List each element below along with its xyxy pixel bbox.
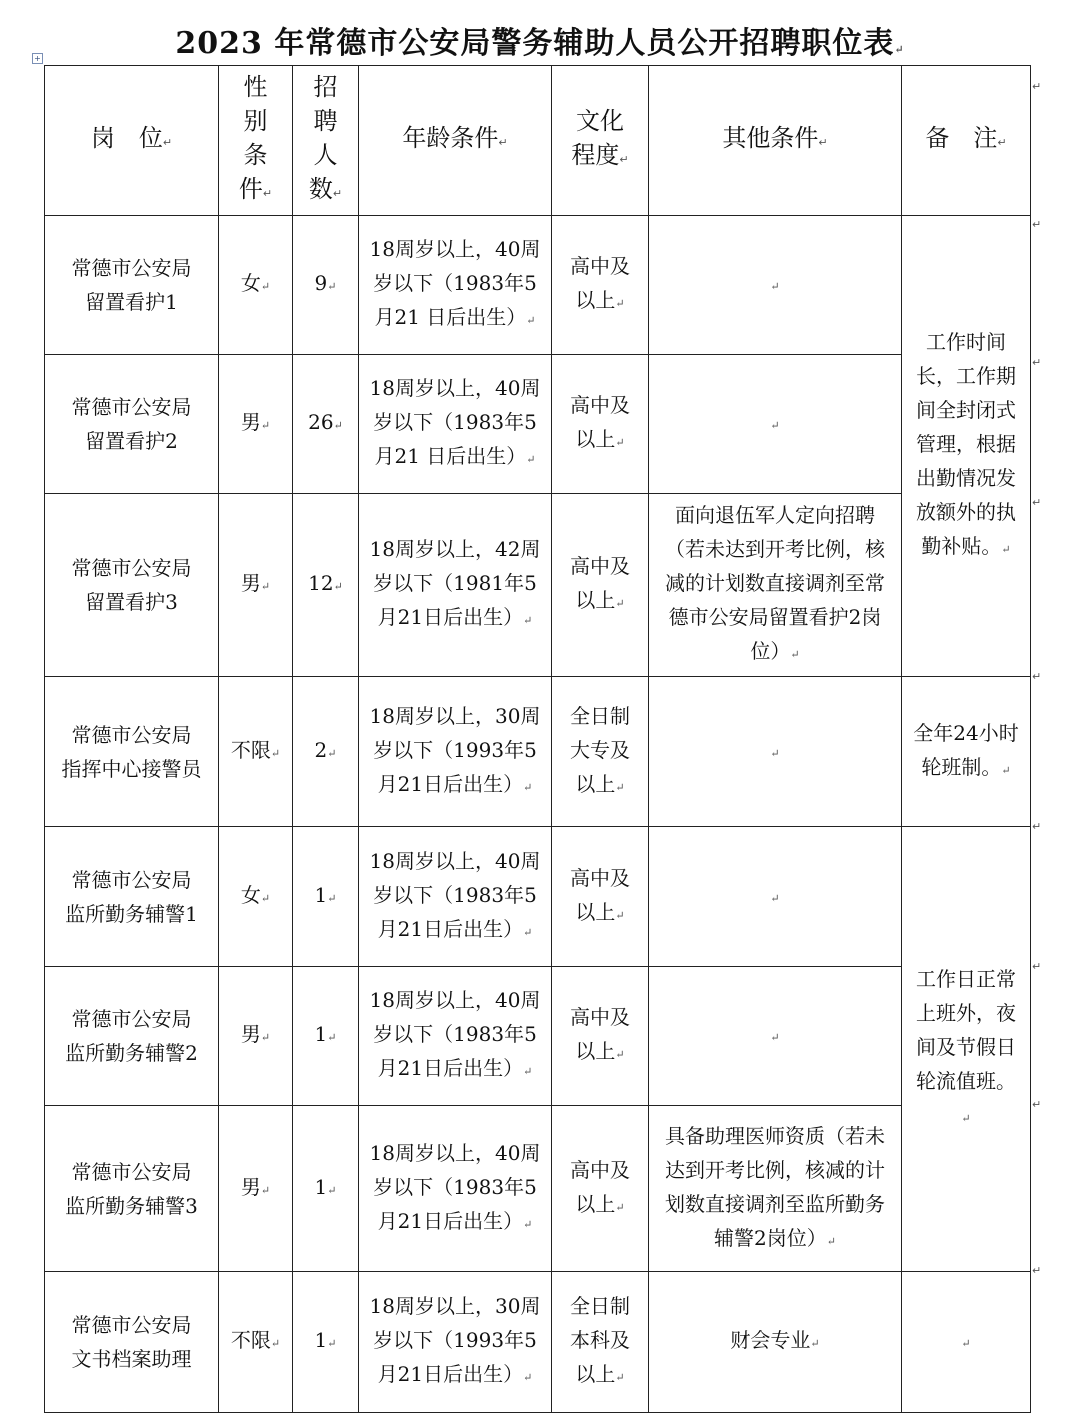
table-move-handle-icon[interactable]: + (32, 53, 43, 64)
cell-gender: 男↵ (219, 1106, 293, 1272)
cell-other: ↵ (649, 967, 902, 1106)
header-education: 文化 程度↵ (552, 66, 649, 216)
cell-count: 1↵ (293, 827, 359, 967)
cell-count: 1↵ (293, 1272, 359, 1413)
header-age: 年龄条件↵ (359, 66, 552, 216)
cell-age: 18周岁以上，42周岁以下（1981年5月21日后出生）↵ (359, 494, 552, 677)
cell-other: ↵ (649, 355, 902, 494)
cell-other: ↵ (649, 677, 902, 827)
cell-other: 财会专业↵ (649, 1272, 902, 1413)
cell-position: 常德市公安局 文书档案助理 (45, 1272, 219, 1413)
row-end-mark: ↵ (1032, 80, 1042, 93)
header-gender: 性 别 条 件↵ (219, 66, 293, 216)
row-end-mark: ↵ (1032, 1098, 1042, 1111)
cell-position: 常德市公安局 留置看护2 (45, 355, 219, 494)
cell-gender: 不限↵ (219, 677, 293, 827)
table-row (45, 1272, 1031, 1413)
cell-position: 常德市公安局 监所勤务辅警3 (45, 1106, 219, 1272)
cell-age: 18周岁以上，40周岁以下（1983年5月21日后出生）↵ (359, 1106, 552, 1272)
cell-count: 26↵ (293, 355, 359, 494)
table-row (45, 494, 1031, 677)
cell-other: ↵ (649, 827, 902, 967)
cell-age: 18周岁以上，40周岁以下（1983年5月21 日后出生）↵ (359, 216, 552, 355)
cell-other: ↵ (649, 216, 902, 355)
cell-age: 18周岁以上，40周岁以下（1983年5月21日后出生）↵ (359, 827, 552, 967)
row-end-mark: ↵ (1032, 960, 1042, 973)
cell-count: 12↵ (293, 494, 359, 677)
cell-age: 18周岁以上，30周岁以下（1993年5月21日后出生）↵ (359, 677, 552, 827)
cell-education: 高中及以上↵ (552, 967, 649, 1106)
cell-education: 全日制本科及以上↵ (552, 1272, 649, 1413)
header-remarks: 备 注↵ (902, 66, 1031, 216)
header-count: 招 聘 人 数↵ (293, 66, 359, 216)
cell-remarks-group4: ↵ (902, 1272, 1031, 1413)
row-end-mark: ↵ (1032, 820, 1042, 833)
cell-education: 高中及以上↵ (552, 1106, 649, 1272)
cell-remarks-group2: 全年24小时轮班制。↵ (902, 677, 1031, 827)
table-row (45, 967, 1031, 1106)
cell-education: 全日制大专及以上↵ (552, 677, 649, 827)
cell-gender: 男↵ (219, 967, 293, 1106)
cell-education: 高中及以上↵ (552, 494, 649, 677)
cell-count: 1↵ (293, 1106, 359, 1272)
cell-gender: 女↵ (219, 216, 293, 355)
cell-gender: 男↵ (219, 355, 293, 494)
header-other: 其他条件↵ (649, 66, 902, 216)
table-row (45, 1106, 1031, 1272)
table-row (45, 216, 1031, 355)
cell-other: 面向退伍军人定向招聘（若未达到开考比例，核减的计划数直接调剂至常德市公安局留置看护2岗位）↵ (649, 494, 902, 677)
cell-age: 18周岁以上，30周岁以下（1993年5月21日后出生）↵ (359, 1272, 552, 1413)
recruitment-table (44, 65, 1031, 1413)
cell-gender: 女↵ (219, 827, 293, 967)
cell-count: 9↵ (293, 216, 359, 355)
cell-count: 1↵ (293, 967, 359, 1106)
cell-count: 2↵ (293, 677, 359, 827)
table-row (45, 355, 1031, 494)
cell-education: 高中及以上↵ (552, 216, 649, 355)
cell-remarks-group1: 工作时间长，工作期间全封闭式管理，根据出勤情况发放额外的执勤补贴。↵ (902, 216, 1031, 677)
header-row (45, 66, 1031, 216)
cell-age: 18周岁以上，40周岁以下（1983年5月21日后出生）↵ (359, 967, 552, 1106)
page-title: 2023 年常德市公安局警务辅助人员公开招聘职位表↵ (175, 26, 905, 61)
cell-other: 具备助理医师资质（若未达到开考比例，核减的计划数直接调剂至监所勤务辅警2岗位）↵ (649, 1106, 902, 1272)
row-end-mark: ↵ (1032, 496, 1042, 509)
cell-position: 常德市公安局 监所勤务辅警2 (45, 967, 219, 1106)
cell-position: 常德市公安局 监所勤务辅警1 (45, 827, 219, 967)
cell-position: 常德市公安局 留置看护1 (45, 216, 219, 355)
row-end-mark: ↵ (1032, 218, 1042, 231)
row-end-mark: ↵ (1032, 1264, 1042, 1277)
cell-education: 高中及以上↵ (552, 355, 649, 494)
cell-gender: 男↵ (219, 494, 293, 677)
cell-age: 18周岁以上，40周岁以下（1983年5月21 日后出生）↵ (359, 355, 552, 494)
row-end-mark: ↵ (1032, 356, 1042, 369)
cell-education: 高中及以上↵ (552, 827, 649, 967)
cell-position: 常德市公安局 指挥中心接警员 (45, 677, 219, 827)
cell-position: 常德市公安局 留置看护3 (45, 494, 219, 677)
table-row (45, 827, 1031, 967)
cell-gender: 不限↵ (219, 1272, 293, 1413)
row-end-mark: ↵ (1032, 670, 1042, 683)
table-row (45, 677, 1031, 827)
cell-remarks-group3: 工作日正常上班外，夜间及节假日轮流值班。↵ (902, 827, 1031, 1272)
header-position: 岗 位↵ (45, 66, 219, 216)
